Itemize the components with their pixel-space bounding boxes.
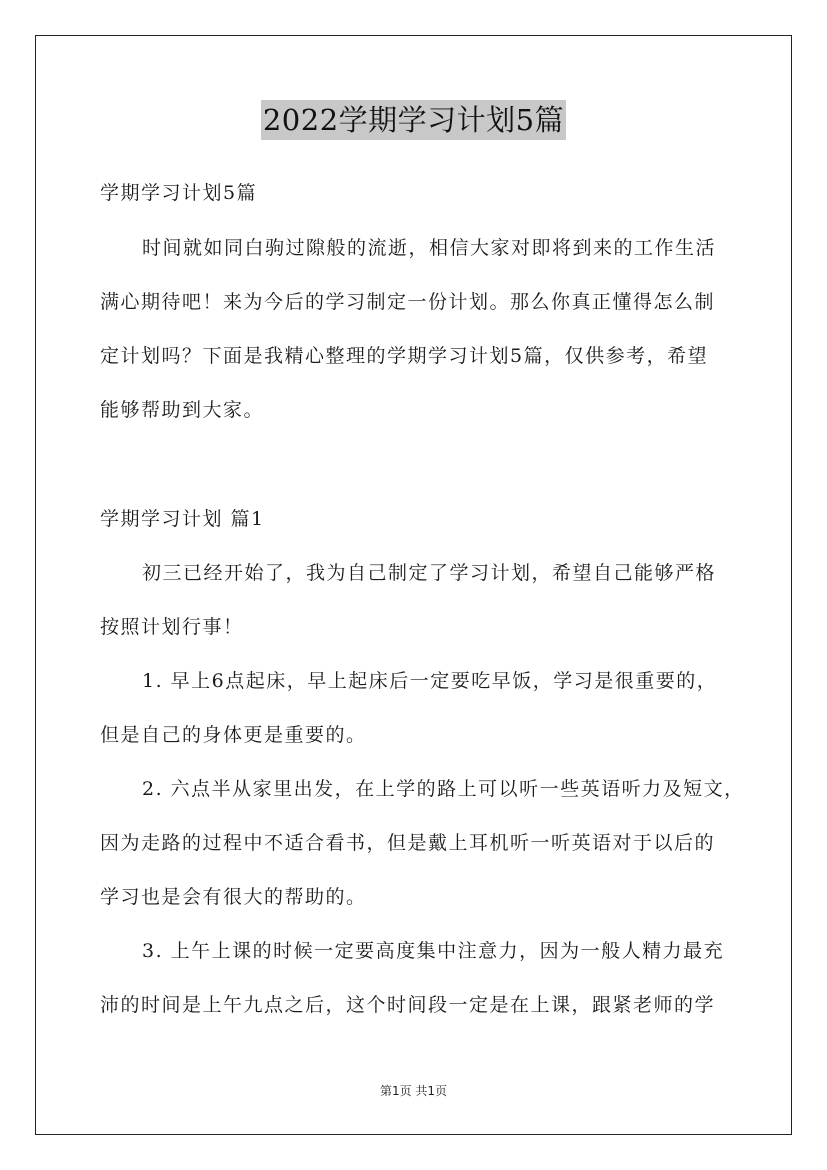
section-line-9: 沛的时间是上午九点之后，这个时间段一定是在上课，跟紧老师的学 bbox=[100, 994, 716, 1016]
section-line-2: 按照计划行事！ bbox=[100, 616, 244, 638]
page-footer: 第1页 共1页 bbox=[379, 1084, 448, 1098]
title-container bbox=[0, 100, 827, 140]
section-heading: 学期学习计划 篇1 bbox=[100, 508, 265, 530]
intro-line-3: 定计划吗？下面是我精心整理的学期学习计划5篇，仅供参考，希望 bbox=[100, 345, 709, 367]
intro-line-4: 能够帮助到大家。 bbox=[100, 399, 265, 421]
section-line-4: 但是自己的身体更是重要的。 bbox=[100, 724, 367, 746]
section-line-6: 因为走路的过程中不适合看书，但是戴上耳机听一听英语对于以后的 bbox=[100, 832, 716, 854]
intro-line-1: 时间就如同白驹过隙般的流逝，相信大家对即将到来的工作生活 bbox=[142, 237, 717, 259]
section-line-3: 1. 早上6点起床，早上起床后一定要吃早饭，学习是很重要的， bbox=[142, 670, 718, 692]
section-line-1: 初三已经开始了，我为自己制定了学习计划，希望自己能够严格 bbox=[142, 562, 717, 584]
document-subtitle: 学期学习计划5篇 bbox=[100, 182, 258, 204]
intro-line-2: 满心期待吧！来为今后的学习制定一份计划。那么你真正懂得怎么制 bbox=[100, 291, 716, 313]
section-line-8: 3. 上午上课的时候一定要高度集中注意力，因为一般人精力最充 bbox=[142, 940, 725, 962]
document-title: 2022学期学习计划5篇 bbox=[261, 100, 566, 140]
section-line-7: 学习也是会有很大的帮助的。 bbox=[100, 886, 367, 908]
section-line-5: 2. 六点半从家里出发，在上学的路上可以听一些英语听力及短文， bbox=[142, 778, 745, 800]
